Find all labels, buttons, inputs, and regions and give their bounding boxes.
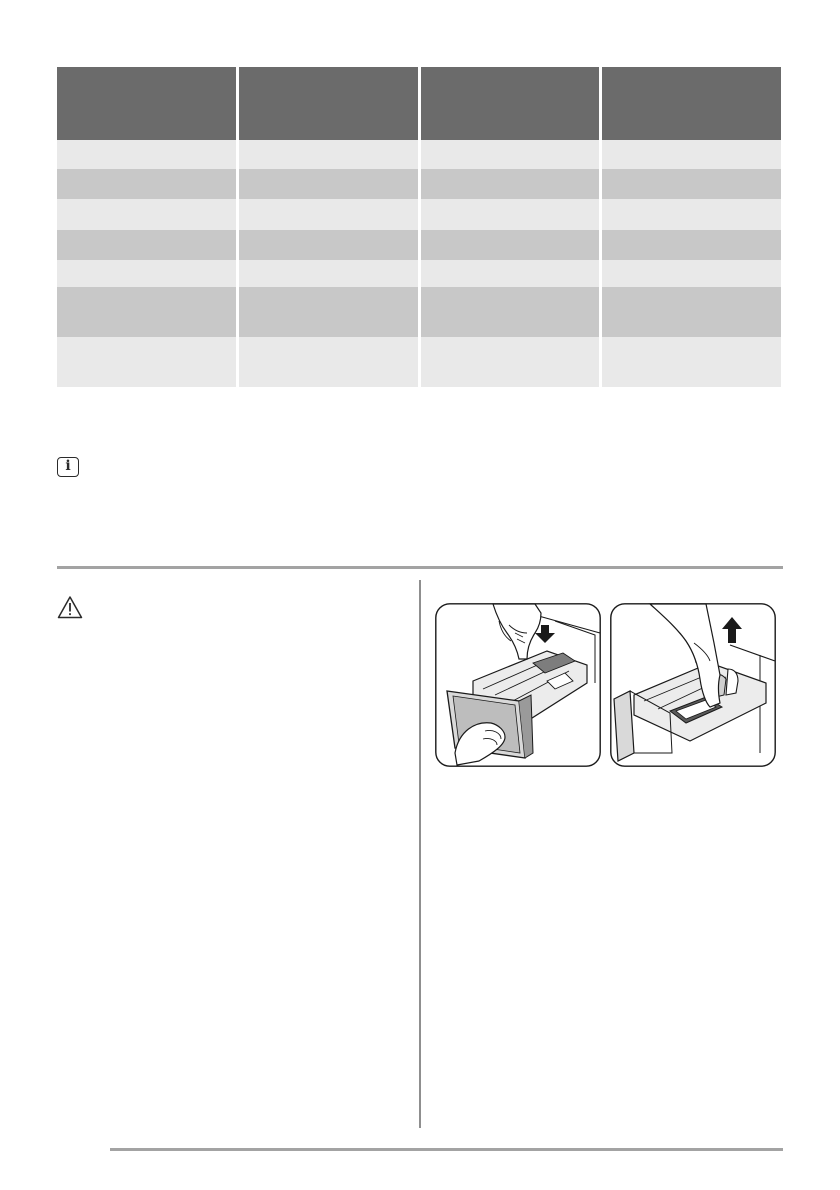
table-row xyxy=(57,287,781,337)
info-icon: i xyxy=(57,457,79,477)
table-cell xyxy=(602,230,781,260)
table-cell xyxy=(57,169,236,199)
table-header-cell xyxy=(421,67,600,140)
table-row xyxy=(57,337,781,387)
table-cell xyxy=(57,260,236,287)
table-row xyxy=(57,230,781,260)
table-cell xyxy=(421,199,600,230)
table-cell xyxy=(602,260,781,287)
table-cell xyxy=(602,169,781,199)
table-cell xyxy=(602,337,781,387)
table-cell xyxy=(421,230,600,260)
table-header-cell xyxy=(239,67,418,140)
table-cell xyxy=(239,230,418,260)
table-cell xyxy=(57,230,236,260)
table-cell xyxy=(57,140,236,169)
table-header-cell xyxy=(57,67,236,140)
table-cell xyxy=(239,287,418,337)
table-header-cell xyxy=(602,67,781,140)
table-cell xyxy=(57,337,236,387)
table-cell xyxy=(421,260,600,287)
table-cell xyxy=(421,287,600,337)
table-cell xyxy=(602,140,781,169)
dispenser-drawer-lift-illustration xyxy=(610,603,776,767)
table-row xyxy=(57,199,781,230)
section-divider xyxy=(57,566,783,569)
table-cell xyxy=(602,199,781,230)
table-header-row xyxy=(57,67,781,140)
table-cell xyxy=(421,140,600,169)
table-cell xyxy=(239,199,418,230)
column-divider xyxy=(419,580,421,1128)
dispenser-drawer-press-illustration xyxy=(435,603,601,767)
warning-triangle-icon xyxy=(57,595,83,619)
table-row xyxy=(57,140,781,169)
table-row xyxy=(57,169,781,199)
table-cell xyxy=(602,287,781,337)
table-cell xyxy=(239,337,418,387)
table-cell xyxy=(421,337,600,387)
table-cell xyxy=(239,260,418,287)
table-row xyxy=(57,260,781,287)
table-cell xyxy=(57,287,236,337)
footer-divider xyxy=(110,1148,783,1151)
table-cell xyxy=(421,169,600,199)
table-cell xyxy=(57,199,236,230)
table-cell xyxy=(239,140,418,169)
table-cell xyxy=(239,169,418,199)
program-table xyxy=(57,67,781,387)
